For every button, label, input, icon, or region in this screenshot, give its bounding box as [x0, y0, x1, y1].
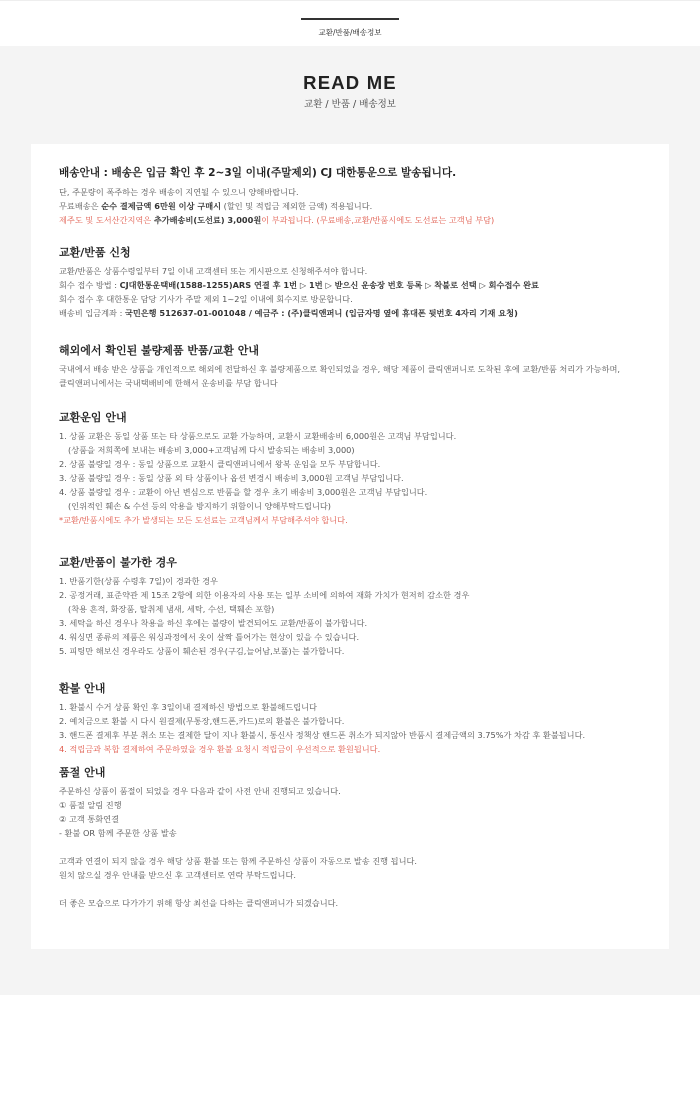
readme-section [0, 46, 700, 995]
request-line: 교환/반품은 상품수령일부터 7일 이내 고객센터 또는 게시판으로 신청해주셔야 합니다. [59, 266, 368, 276]
request-section [59, 246, 659, 320]
list-item: 2. 상품 불량일 경우 : 동일 상품으로 교환시 클릭앤퍼니에서 왕복 운임을 모두 부담합니다. [59, 459, 381, 469]
hero-header [0, 72, 700, 110]
delivery-heading: 배송안내 : 배송은 입금 확인 후 2~3일 이내(주말제외) CJ 대한통운으로 발송됩니다. [59, 167, 457, 179]
list-item: 2. 예치금으로 환불 시 다시 원결제(무통장,핸드폰,카드)로의 환불은 불가합니다. [59, 716, 345, 726]
overseas-line: 국내에서 배송 받은 상품을 개인적으로 해외에 전달하신 후 불량제품으로 확인되었을 경우, 해당 제품이 클릭앤퍼니로 도착된 후에 교환/반품 처리가 가능하며, [59, 364, 620, 374]
list-item: 2. 공정거래, 표준약관 제 15조 2항에 의한 이용자의 사용 또는 일부 소비에 의하여 재화 가치가 현저히 감소한 경우 [59, 590, 470, 600]
fee-section [59, 411, 659, 527]
top-tab-bar [0, 0, 700, 46]
refund-heading: 환불 안내 [59, 682, 106, 695]
delivery-line: 무료배송은 순수 결제금액 6만원 이상 구매시 (할인 및 적립금 제외한 금액) 적용됩니다. [59, 201, 373, 211]
closing-message: 더 좋은 모습으로 다가가기 위해 항상 최선을 다하는 클릭앤퍼니가 되겠습니다. [59, 898, 339, 908]
list-item: ① 품절 알림 진행 [59, 800, 122, 810]
refund-note: 4. 적립금과 복합 결제하여 주문하였을 경우 환불 요청시 적립금이 우선적으로 환원됩니다. [59, 744, 381, 754]
list-item: 주문하신 상품이 품절이 되었을 경우 다음과 같이 사전 안내 진행되고 있습니다. [59, 786, 341, 796]
list-item: (상품을 저희쪽에 보내는 배송비 3,000+고객님께 다시 발송되는 배송비 3,000) [68, 445, 355, 455]
soldout-heading: 품절 안내 [59, 766, 106, 779]
not-allowed-heading: 교환/반품이 불가한 경우 [59, 556, 177, 569]
request-heading: 교환/반품 신청 [59, 246, 131, 259]
soldout-paragraph: 고객과 연결이 되지 않을 경우 해당 상품 환불 또는 함께 주문하신 상품이 자동으로 발송 진행 됩니다. [59, 856, 418, 866]
list-item: 3. 세탁을 하신 경우나 착용을 하신 후에는 불량이 발견되어도 교환/반품이 불가합니다. [59, 618, 368, 628]
list-item: 4. 상품 불량일 경우 : 교환이 아닌 변심으로 반품을 할 경우 초기 배송비 3,000원은 고객님 부담입니다. [59, 487, 428, 497]
fee-note: *교환/반품시에도 추가 발생되는 모든 도선료는 고객님께서 부담해주셔야 합니다. [59, 515, 348, 525]
list-item: 3. 핸드폰 결제후 부분 취소 또는 결제한 달이 지나 환불시, 통신사 정책상 핸드폰 취소가 되지않아 반품시 결제금액의 3.75%가 차감 후 환불됩니다. [59, 730, 586, 740]
tab-exchange-return-shipping[interactable]: 교환/반품/배송정보 [301, 18, 399, 46]
refund-section [59, 682, 659, 756]
list-item: 1. 반품기한(상품 수령후 7일)이 경과한 경우 [59, 576, 218, 586]
list-item: 5. 피팅만 해보신 경우라도 상품이 훼손된 경우(구김,늘어남,보풀)는 불가합니다. [59, 646, 345, 656]
overseas-heading: 해외에서 확인된 불량제품 반품/교환 안내 [59, 344, 259, 357]
list-item: (인위적인 훼손 & 수선 등의 악용을 방지하기 위함이니 양해부탁드립니다) [68, 501, 331, 511]
soldout-section [59, 766, 659, 910]
fee-heading: 교환운임 안내 [59, 411, 127, 424]
request-line: 회수 접수 방법 : CJ대한통운택배(1588-1255)ARS 연결 후 1번 ▷ 1번 ▷ 받으신 운송장 번호 등록 ▷ 착불로 선택 ▷ 회수접수 완료 [59, 280, 539, 290]
info-card [31, 144, 669, 949]
delivery-island-notice: 제주도 및 도서산간지역은 추가배송비(도선료) 3,000원이 부과됩니다. (무료배송,교환/반품시에도 도선료는 고객님 부담) [59, 215, 495, 225]
page-subtitle: 교환 / 반품 / 배송정보 [304, 99, 396, 110]
soldout-paragraph: 원치 않으실 경우 안내를 받으신 후 고객센터로 연락 부탁드립니다. [59, 870, 296, 880]
list-item: 1. 상품 교환은 동일 상품 또는 타 상품으로도 교환 가능하며, 교환시 교환배송비 6,000원은 고객님 부담입니다. [59, 431, 457, 441]
delivery-section [59, 166, 659, 227]
not-allowed-section [59, 556, 659, 658]
list-item: 4. 워싱면 종류의 제품은 워싱과정에서 옷이 살짝 틀어가는 현상이 있을 수 있습니다. [59, 632, 360, 642]
page-title: READ ME [303, 72, 397, 93]
list-item: 1. 환불시 수거 상품 확인 후 3일이내 결제하신 방법으로 환불해드립니다 [59, 702, 317, 712]
list-item: - 환불 OR 함께 주문한 상품 발송 [59, 828, 177, 838]
list-item: (착용 흔적, 화장품, 탈취제 냄새, 세탁, 수선, 택훼손 포함) [68, 604, 275, 614]
list-item: ② 고객 통화연결 [59, 814, 119, 824]
request-line: 회수 접수 후 대한통운 담당 기사가 주말 제외 1~2일 이내에 회수지로 방문합니다. [59, 294, 353, 304]
bank-account-line: 배송비 입금계좌 : 국민은행 512637-01-001048 / 예금주 : (주)클릭앤퍼니 (입금자명 옆에 휴대폰 뒷번호 4자리 기재 요청) [59, 308, 518, 318]
delivery-line: 단, 주문량이 폭주하는 경우 배송이 지연될 수 있으니 양해바랍니다. [59, 187, 299, 197]
overseas-section [59, 344, 659, 390]
list-item: 3. 상품 불량일 경우 : 동일 상품 외 타 상품이나 옵션 변경시 배송비 3,000원 고객님 부담입니다. [59, 473, 404, 483]
overseas-line: 클릭앤퍼니에서는 국내택배비에 한해서 운송비를 부담 합니다 [59, 378, 278, 388]
